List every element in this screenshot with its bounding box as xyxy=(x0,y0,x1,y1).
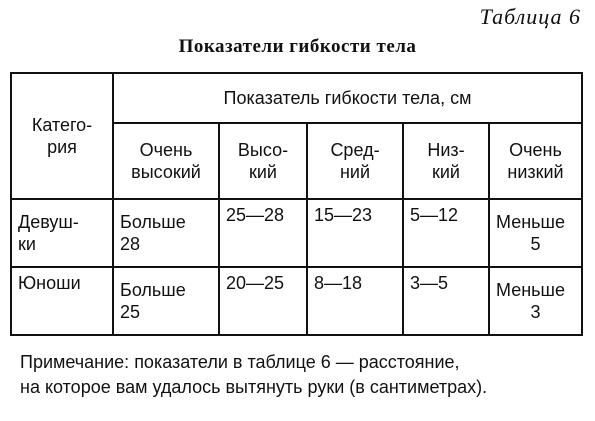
header-high xyxy=(219,123,307,199)
header-very-high xyxy=(113,123,219,199)
cell-very-high xyxy=(113,199,219,267)
header-low-line2: кий xyxy=(432,162,460,182)
header-category xyxy=(11,73,113,199)
cell-category-line1: Девуш- xyxy=(18,212,79,232)
flexibility-table xyxy=(10,72,583,336)
header-category-line1: Катего- xyxy=(31,115,93,135)
table-row-boys xyxy=(11,267,582,335)
table-number: Таблица 6 xyxy=(479,4,581,29)
header-category-line2: рия xyxy=(47,137,77,157)
header-medium-line2: ний xyxy=(339,162,371,182)
cell-category xyxy=(11,199,113,267)
cell-category-line2: ки xyxy=(18,234,36,254)
cell-category: Юноши xyxy=(11,267,113,335)
header-very-high-line2: высокий xyxy=(131,162,201,182)
cell-low: 3—5 xyxy=(403,267,489,335)
header-very-low-line1: Очень xyxy=(509,140,562,160)
cell-very-high-line2: 28 xyxy=(120,234,141,254)
cell-very-high xyxy=(113,267,219,335)
header-low-line1: Низ- xyxy=(427,140,465,160)
cell-low: 5—12 xyxy=(403,199,489,267)
header-low xyxy=(403,123,489,199)
table-title: Показатели гибкости тела xyxy=(178,36,417,57)
header-high-line2: кий xyxy=(249,162,277,182)
header-very-low-line2: низкий xyxy=(507,162,564,182)
cell-very-high-line1: Больше xyxy=(120,212,186,232)
header-very-high-line1: Очень xyxy=(139,140,193,160)
note-line1: Примечание: показатели в таблице 6 — расстояние, xyxy=(20,352,460,372)
table-row-girls xyxy=(11,199,582,267)
cell-very-low-line2: 5 xyxy=(530,234,541,254)
cell-very-low xyxy=(489,199,582,267)
header-medium-line1: Сред- xyxy=(330,140,380,160)
cell-medium: 8—18 xyxy=(307,267,403,335)
cell-high: 25—28 xyxy=(219,199,307,267)
header-group: Показатель гибкости тела, см xyxy=(113,73,582,123)
cell-very-high-line1: Больше xyxy=(120,280,186,300)
header-medium xyxy=(307,123,403,199)
cell-very-high-line2: 25 xyxy=(120,302,141,322)
cell-very-low-line1: Меньше xyxy=(496,280,565,300)
cell-very-low xyxy=(489,267,582,335)
header-very-low xyxy=(489,123,582,199)
note-line2: на которое вам удалось вытянуть руки (в сантиметрах). xyxy=(20,377,488,397)
cell-high: 20—25 xyxy=(219,267,307,335)
cell-medium: 15—23 xyxy=(307,199,403,267)
header-high-line1: Высо- xyxy=(237,140,289,160)
header-row-group xyxy=(11,73,582,123)
table-note xyxy=(20,350,590,400)
cell-very-low-line1: Меньше xyxy=(496,212,565,232)
cell-very-low-line2: 3 xyxy=(530,302,541,322)
